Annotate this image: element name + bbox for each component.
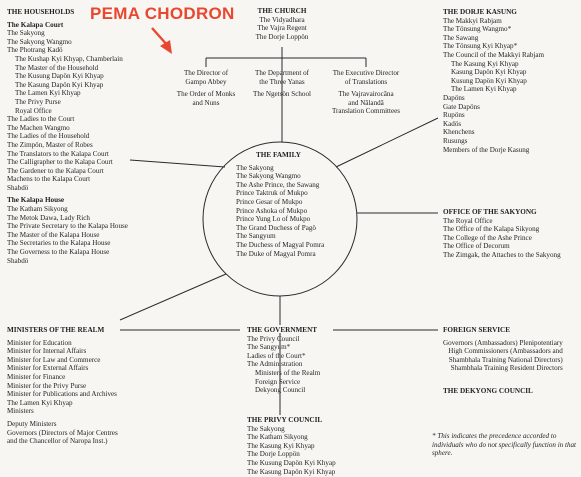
annotation-label: PEMA CHODRON xyxy=(90,4,235,23)
kalapa-court-item: The Zimpön, Master of Robes xyxy=(7,140,93,149)
ngetson-school: The Ngetsön School xyxy=(253,90,311,99)
minister-item: Minister for the Privy Purse xyxy=(7,381,87,390)
dorje-kasung-item: Rupöns xyxy=(443,111,465,120)
privy-council-item: The Katham Sikyong xyxy=(247,433,308,442)
office-sakyong-title: OFFICE OF THE SAKYONG xyxy=(443,208,537,216)
households-title: THE HOUSEHOLDS xyxy=(7,8,75,16)
foreign-service-block xyxy=(443,326,563,373)
dorje-kasung-block xyxy=(443,8,544,154)
dorje-kasung-item: The Tönsung Kyi Khyap* xyxy=(443,42,518,51)
kalapa-court-item: Machens to the Kalapa Court xyxy=(7,175,91,184)
link-ministers xyxy=(120,274,226,320)
kalapa-court-item: The Kushap Kyi Khyap, Chamberlain xyxy=(15,54,123,63)
church-member: The Vajra Regent xyxy=(257,24,307,33)
government-title: THE GOVERNMENT xyxy=(247,326,318,334)
government-item: The Sangyum* xyxy=(247,343,291,352)
government-list xyxy=(247,335,320,395)
translations-line: of Translations xyxy=(344,77,388,86)
gampo-line: Gampo Abbey xyxy=(185,77,227,86)
privy-council-item: The Kasung Dapön Kyi Khyap xyxy=(247,467,336,476)
dorje-kasung-title: THE DORJE KASUNG xyxy=(443,8,517,16)
office-sakyong-item: The Zimgak, the Attaches to the Sakyong xyxy=(443,250,561,259)
dorje-kasung-item: Members of the Dorje Kasung xyxy=(443,145,530,154)
government-block xyxy=(247,326,320,395)
kalapa-court-item: The Privy Purse xyxy=(15,97,61,106)
privy-council-list xyxy=(247,425,336,477)
dorje-kasung-item: Dapöns xyxy=(443,93,465,102)
dorje-kasung-item: Kasung Dapön Kyi Khyap xyxy=(451,68,527,77)
family-member: The Sakyong Wangmo xyxy=(236,172,301,181)
kalapa-house-item: The Secretaries to the Kalapa House xyxy=(7,239,111,248)
kalapa-house-item: The Metok Dawa, Lady Rich xyxy=(7,213,90,222)
government-item: Ladies of the Court* xyxy=(247,351,306,360)
office-sakyong-block xyxy=(443,208,561,260)
households-block xyxy=(7,8,128,265)
kalapa-court-item: The Kasung Dapön Kyi Khyap xyxy=(15,80,104,89)
government-item: Ministers of the Realm xyxy=(255,368,321,377)
kalapa-court-item: The Ladies of the Household xyxy=(7,132,90,141)
privy-council-block xyxy=(247,416,336,476)
church-title: THE CHURCH xyxy=(257,7,307,15)
privy-council-item: The Sakyong xyxy=(247,424,285,433)
kalapa-court-item: Shabdö xyxy=(7,183,29,192)
gampo-abbey-node xyxy=(160,69,252,107)
dorje-kasung-item: The Kasung Kyi Khyap xyxy=(451,59,519,68)
kalapa-court-item: The Sakyong xyxy=(7,29,45,38)
family-member: The Duke of Magyal Pomra xyxy=(236,249,316,258)
kalapa-house-title: The Kalapa House xyxy=(7,196,65,205)
kalapa-court-item: The Ladies to the Court xyxy=(7,115,75,124)
link-dorje-kasung xyxy=(336,118,438,167)
minister-item: Minister for Law and Commerce xyxy=(7,355,101,364)
office-sakyong-item: The Royal Office xyxy=(443,216,493,225)
translations-node xyxy=(318,69,414,116)
minister-item: Minister for External Affairs xyxy=(7,364,89,373)
church-block xyxy=(232,7,332,41)
family-member: The Sakyong xyxy=(236,163,274,172)
kalapa-court-item: The Machen Wangmo xyxy=(7,123,70,132)
foreign-service-title: FOREIGN SERVICE xyxy=(443,326,511,334)
office-sakyong-list xyxy=(443,217,561,260)
privy-council-item: The Kusung Dapön Kyi Khyap xyxy=(247,458,336,467)
family-member: Prince Taktruk of Mukpo xyxy=(236,189,308,198)
kalapa-court-item: The Sakyong Wangmo xyxy=(7,37,72,46)
dorje-kasung-list xyxy=(443,17,544,155)
dorje-kasung-item: Kusung Dapön Kyi Khyap xyxy=(451,76,527,85)
three-yanas-line: the Three Yanas xyxy=(259,77,305,86)
ministers-list xyxy=(7,339,118,416)
family-member: The Ashe Prince, the Sawang xyxy=(236,180,320,189)
foreign-service-item: High Commissioners (Ambassadors and xyxy=(448,347,563,356)
committees-line: Translation Committees xyxy=(331,107,401,116)
three-yanas-node xyxy=(240,69,324,99)
kalapa-court-item: The Translators to the Kalapa Court xyxy=(7,149,109,158)
office-sakyong-item: The College of the Ashe Prince xyxy=(443,233,532,242)
dorje-kasung-item: Rusungs xyxy=(443,136,468,145)
kalapa-court-item: The Gardener to the Kalapa Court xyxy=(7,166,104,175)
minister-item: The Lamen Kyi Khyap xyxy=(7,398,73,407)
ministers-title: MINISTERS OF THE REALM xyxy=(7,326,105,334)
three-yanas-line: The Department of xyxy=(255,69,309,77)
church-member: The Vidyadhara xyxy=(259,15,305,24)
kalapa-court-item: The Photrang Kadö xyxy=(7,46,63,55)
dorje-kasung-item: The Sawang xyxy=(443,33,479,42)
dorje-kasung-item: Khenchens xyxy=(443,128,475,137)
dorje-kasung-item: Gate Dapöns xyxy=(443,102,480,111)
minister-item: Ministers xyxy=(7,407,34,416)
kalapa-court-title: The Kalapa Court xyxy=(7,20,64,29)
kalapa-house-item: The Private Secretary to the Kalapa House xyxy=(7,222,128,231)
gampo-line: The Director of xyxy=(183,69,229,77)
privy-council-item: The Kasung Kyi Khyap xyxy=(247,441,315,450)
ministers-block xyxy=(7,326,118,446)
minister-item: Minister for Education xyxy=(7,338,72,347)
family-member: Prince Ashoka of Mukpo xyxy=(236,206,308,215)
link-households xyxy=(130,160,225,167)
dekyong-block xyxy=(443,387,533,396)
church-member: The Dorje Loppön xyxy=(255,32,309,41)
kalapa-court-list xyxy=(7,29,128,192)
minister-item: Minister for Publications and Archives xyxy=(7,390,117,399)
office-sakyong-item: The Office of Decorum xyxy=(443,242,510,251)
family-block xyxy=(236,151,324,258)
minister-extra-item: Deputy Ministers xyxy=(7,419,57,428)
minister-extra-item: and the Chancellor of Naropa Inst.) xyxy=(7,437,108,446)
minister-item: Minister for Finance xyxy=(7,372,66,381)
office-sakyong-item: The Office of the Kalapa Sikyong xyxy=(443,225,540,234)
kalapa-court-item: The Kusung Dapön Kyi Khyap xyxy=(15,72,104,81)
foreign-service-list xyxy=(443,339,563,373)
committees-line: The Vajravairocāna xyxy=(338,90,394,99)
dorje-kasung-item: The Council of the Makkyi Rabjam xyxy=(443,50,545,59)
foreign-service-item: Shambhala Training Resident Directors xyxy=(450,364,563,373)
privy-council-title: THE PRIVY COUNCIL xyxy=(247,416,323,424)
dekyong-title: THE DEKYONG COUNCIL xyxy=(443,387,533,395)
order-line: and Nuns xyxy=(192,98,220,107)
foreign-service-item: Governors (Ambassadors) Plenipotentiary xyxy=(443,338,563,347)
kalapa-court-item: The Lamen Kyi Khyap xyxy=(15,89,81,98)
kalapa-house-list xyxy=(7,205,128,265)
dorje-kasung-item: The Makkyi Rabjam xyxy=(443,16,502,25)
kalapa-court-item: The Calligrapher to the Kalapa Court xyxy=(7,158,113,167)
translations-line: The Executive Director xyxy=(332,69,400,77)
minister-extra-item: Governors (Directors of Major Centres xyxy=(7,428,118,437)
kalapa-house-item: The Katham Sikyong xyxy=(7,205,68,214)
footnote: * This indicates the precedence accorded to individuals who do not specifically function in that sphere. xyxy=(432,432,577,458)
family-list xyxy=(236,164,324,259)
foreign-service-item: Shambhala Training National Directors) xyxy=(448,355,563,364)
minister-item: Minister for Internal Affairs xyxy=(7,347,87,356)
dorje-kasung-item: The Tönsung Wangmo* xyxy=(443,25,512,34)
government-item: Dekyong Council xyxy=(255,386,306,395)
government-item: Foreign Service xyxy=(255,377,301,386)
privy-council-item: The Dorje Loppön xyxy=(247,450,300,459)
dorje-kasung-item: The Lamen Kyi Khyap xyxy=(451,85,517,94)
kalapa-court-item: Royal Office xyxy=(15,106,52,115)
family-title: THE FAMILY xyxy=(256,151,301,159)
dorje-kasung-item: Kadös xyxy=(443,119,462,128)
government-item: The Administration xyxy=(247,360,303,369)
government-item: The Privy Council xyxy=(247,334,300,343)
order-line: The Order of Monks xyxy=(176,90,236,99)
kalapa-court-item: The Master of the Household xyxy=(15,63,99,72)
kalapa-house-item: Shabdö xyxy=(7,256,29,265)
family-member: Prince Gesar of Mukpo xyxy=(236,197,303,206)
family-member: The Duchess of Magyal Pomra xyxy=(236,240,325,249)
family-member: Prince Yung Lo of Mukpo xyxy=(236,215,311,224)
family-member: The Grand Duchess of Pagö xyxy=(236,223,316,232)
kalapa-house-item: The Governess to the Kalapa House xyxy=(7,248,110,257)
committees-line: and Nālandā xyxy=(348,98,384,107)
ministers-extra-list xyxy=(7,420,118,446)
family-member: The Sangyum xyxy=(236,232,276,241)
kalapa-house-item: The Master of the Kalapa House xyxy=(7,230,100,239)
